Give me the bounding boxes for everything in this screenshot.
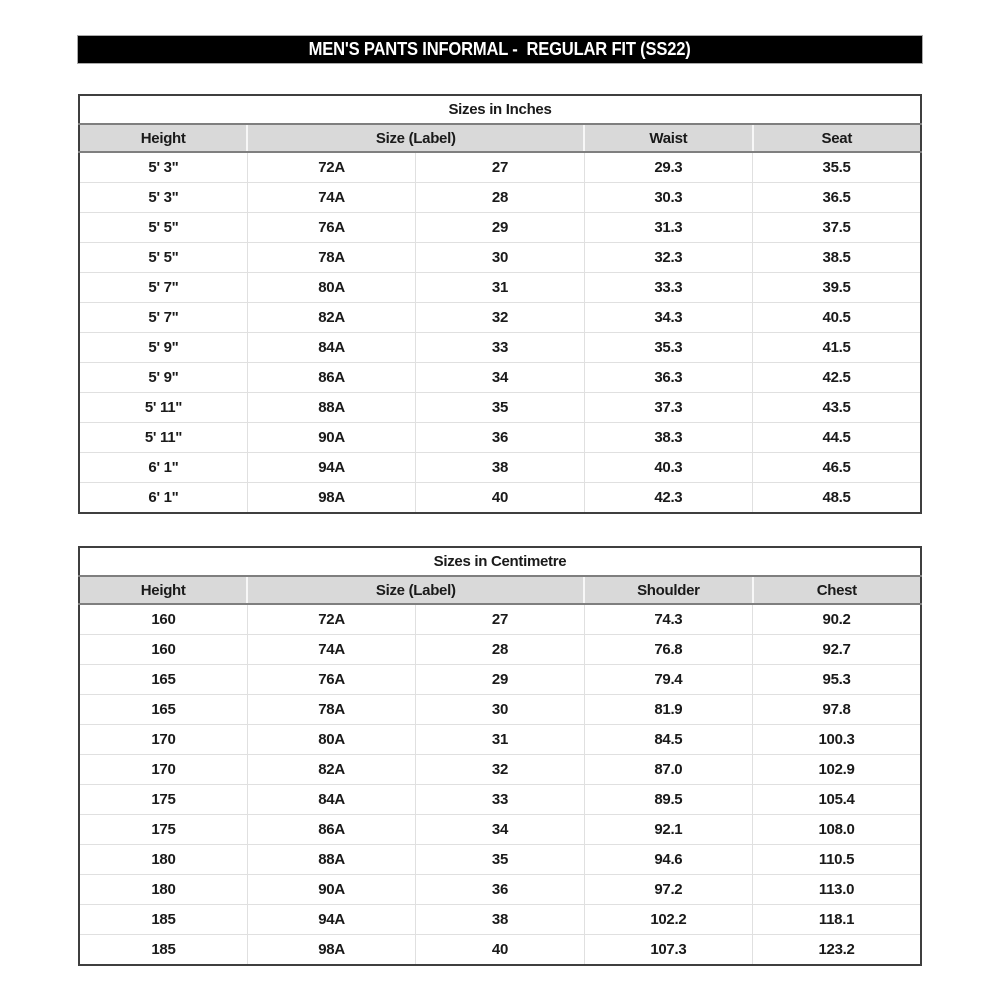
table-cell: 29 xyxy=(416,213,584,243)
table-cell: 84.5 xyxy=(584,725,752,755)
column-header-size-label: Size (Label) xyxy=(247,124,584,152)
table-cell: 32 xyxy=(416,303,584,333)
table-cell: 88A xyxy=(247,845,415,875)
table-cell: 37.5 xyxy=(753,213,921,243)
table-cell: 30 xyxy=(416,695,584,725)
page-title: MEN'S PANTS INFORMAL - REGULAR FIT (SS22) xyxy=(308,39,691,59)
table-cell: 35.5 xyxy=(753,152,921,183)
table-title-row xyxy=(79,547,921,576)
sizes-in-inches-section xyxy=(78,94,922,514)
table-cell: 98A xyxy=(247,935,415,966)
table-cell: 5' 3" xyxy=(79,183,247,213)
table-cell: 170 xyxy=(79,755,247,785)
table-cell: 44.5 xyxy=(753,423,921,453)
table-cell: 74.3 xyxy=(584,604,752,635)
table-cell: 175 xyxy=(79,785,247,815)
table-cell: 48.5 xyxy=(753,483,921,514)
table-cell: 28 xyxy=(416,635,584,665)
table-cell: 180 xyxy=(79,845,247,875)
table-cell: 72A xyxy=(247,604,415,635)
table-cell: 90A xyxy=(247,423,415,453)
table-cell: 80A xyxy=(247,273,415,303)
table-row xyxy=(79,875,921,905)
sizes-in-centimetre-table xyxy=(78,546,922,966)
table-cell: 118.1 xyxy=(753,905,921,935)
table-cell: 37.3 xyxy=(584,393,752,423)
table-cell: 108.0 xyxy=(753,815,921,845)
table-row xyxy=(79,935,921,966)
table-cell: 160 xyxy=(79,604,247,635)
table-cell: 165 xyxy=(79,695,247,725)
table-cell: 28 xyxy=(416,183,584,213)
table-cell: 27 xyxy=(416,604,584,635)
column-header-height: Height xyxy=(79,124,247,152)
table-cell: 38 xyxy=(416,905,584,935)
table-cell: 76A xyxy=(247,213,415,243)
table-cell: 82A xyxy=(247,755,415,785)
table-cell: 36.3 xyxy=(584,363,752,393)
table-cell: 86A xyxy=(247,363,415,393)
table-row xyxy=(79,755,921,785)
table-row xyxy=(79,845,921,875)
table-row xyxy=(79,785,921,815)
table-row xyxy=(79,423,921,453)
table-cell: 72A xyxy=(247,152,415,183)
table-cell: 98A xyxy=(247,483,415,514)
table-cell: 84A xyxy=(247,333,415,363)
table-cell: 34 xyxy=(416,363,584,393)
table-cell: 86A xyxy=(247,815,415,845)
table-cell: 165 xyxy=(79,665,247,695)
table-body xyxy=(79,152,921,513)
column-header-seat: Seat xyxy=(753,124,921,152)
table-row xyxy=(79,665,921,695)
table-header-row xyxy=(79,124,921,152)
table-cell: 74A xyxy=(247,635,415,665)
table-cell: 80A xyxy=(247,725,415,755)
table-cell: 5' 7" xyxy=(79,273,247,303)
table-cell: 5' 7" xyxy=(79,303,247,333)
table-cell: 42.5 xyxy=(753,363,921,393)
table-cell: 107.3 xyxy=(584,935,752,966)
table-cell: 113.0 xyxy=(753,875,921,905)
table-cell: 31 xyxy=(416,725,584,755)
table-cell: 29 xyxy=(416,665,584,695)
table-cell: 32 xyxy=(416,755,584,785)
table-cell: 31.3 xyxy=(584,213,752,243)
table-row xyxy=(79,815,921,845)
table-cell: 5' 9" xyxy=(79,333,247,363)
table-cell: 95.3 xyxy=(753,665,921,695)
table-cell: 90.2 xyxy=(753,604,921,635)
table-cell: 33.3 xyxy=(584,273,752,303)
table-cell: 90A xyxy=(247,875,415,905)
table-row xyxy=(79,273,921,303)
table-cell: 35 xyxy=(416,393,584,423)
table-cell: 36.5 xyxy=(753,183,921,213)
sizes-in-inches-table xyxy=(78,94,922,514)
table-cell: 35 xyxy=(416,845,584,875)
table-cell: 92.1 xyxy=(584,815,752,845)
table-cell: 123.2 xyxy=(753,935,921,966)
column-header-size-label: Size (Label) xyxy=(247,576,584,604)
table-cell: 35.3 xyxy=(584,333,752,363)
table-cell: 100.3 xyxy=(753,725,921,755)
table-row xyxy=(79,604,921,635)
table-cell: 170 xyxy=(79,725,247,755)
table-cell: 81.9 xyxy=(584,695,752,725)
table-cell: 6' 1" xyxy=(79,483,247,514)
column-header-height: Height xyxy=(79,576,247,604)
table-cell: 39.5 xyxy=(753,273,921,303)
table-cell: 27 xyxy=(416,152,584,183)
table-row xyxy=(79,905,921,935)
table-row xyxy=(79,213,921,243)
table-cell: 38.3 xyxy=(584,423,752,453)
table-cell: 78A xyxy=(247,243,415,273)
table-title: Sizes in Inches xyxy=(79,95,921,124)
table-cell: 33 xyxy=(416,333,584,363)
table-cell: 97.8 xyxy=(753,695,921,725)
table-cell: 6' 1" xyxy=(79,453,247,483)
table-cell: 105.4 xyxy=(753,785,921,815)
table-cell: 89.5 xyxy=(584,785,752,815)
table-cell: 40.5 xyxy=(753,303,921,333)
table-row xyxy=(79,635,921,665)
table-cell: 5' 3" xyxy=(79,152,247,183)
table-row xyxy=(79,695,921,725)
table-cell: 40 xyxy=(416,483,584,514)
table-cell: 160 xyxy=(79,635,247,665)
table-row xyxy=(79,183,921,213)
table-cell: 82A xyxy=(247,303,415,333)
table-cell: 92.7 xyxy=(753,635,921,665)
table-cell: 5' 11" xyxy=(79,423,247,453)
table-cell: 78A xyxy=(247,695,415,725)
table-title: Sizes in Centimetre xyxy=(79,547,921,576)
table-cell: 185 xyxy=(79,935,247,966)
table-header-row xyxy=(79,576,921,604)
table-cell: 34 xyxy=(416,815,584,845)
table-row xyxy=(79,725,921,755)
table-cell: 94.6 xyxy=(584,845,752,875)
table-cell: 5' 11" xyxy=(79,393,247,423)
table-row xyxy=(79,243,921,273)
table-cell: 74A xyxy=(247,183,415,213)
table-cell: 40 xyxy=(416,935,584,966)
table-cell: 110.5 xyxy=(753,845,921,875)
column-header-chest: Chest xyxy=(753,576,921,604)
table-cell: 76.8 xyxy=(584,635,752,665)
table-cell: 38 xyxy=(416,453,584,483)
table-row xyxy=(79,483,921,514)
table-cell: 94A xyxy=(247,905,415,935)
table-cell: 175 xyxy=(79,815,247,845)
table-body xyxy=(79,604,921,965)
table-cell: 88A xyxy=(247,393,415,423)
table-cell: 94A xyxy=(247,453,415,483)
table-row xyxy=(79,453,921,483)
table-row xyxy=(79,363,921,393)
table-cell: 79.4 xyxy=(584,665,752,695)
table-title-row xyxy=(79,95,921,124)
table-cell: 180 xyxy=(79,875,247,905)
table-cell: 42.3 xyxy=(584,483,752,514)
table-cell: 84A xyxy=(247,785,415,815)
table-cell: 41.5 xyxy=(753,333,921,363)
table-cell: 43.5 xyxy=(753,393,921,423)
table-cell: 36 xyxy=(416,423,584,453)
table-cell: 5' 5" xyxy=(79,243,247,273)
table-cell: 185 xyxy=(79,905,247,935)
table-cell: 31 xyxy=(416,273,584,303)
table-cell: 33 xyxy=(416,785,584,815)
table-row xyxy=(79,152,921,183)
table-cell: 36 xyxy=(416,875,584,905)
table-cell: 29.3 xyxy=(584,152,752,183)
table-cell: 87.0 xyxy=(584,755,752,785)
table-cell: 38.5 xyxy=(753,243,921,273)
table-cell: 5' 9" xyxy=(79,363,247,393)
table-cell: 30 xyxy=(416,243,584,273)
column-header-shoulder: Shoulder xyxy=(584,576,752,604)
table-cell: 102.9 xyxy=(753,755,921,785)
page-title-bar xyxy=(78,36,922,63)
table-row xyxy=(79,393,921,423)
column-header-waist: Waist xyxy=(584,124,752,152)
table-cell: 5' 5" xyxy=(79,213,247,243)
table-cell: 34.3 xyxy=(584,303,752,333)
table-cell: 32.3 xyxy=(584,243,752,273)
table-cell: 40.3 xyxy=(584,453,752,483)
sizes-in-centimetre-section xyxy=(78,546,922,966)
table-cell: 97.2 xyxy=(584,875,752,905)
table-cell: 102.2 xyxy=(584,905,752,935)
table-cell: 46.5 xyxy=(753,453,921,483)
table-row xyxy=(79,333,921,363)
table-cell: 76A xyxy=(247,665,415,695)
table-row xyxy=(79,303,921,333)
table-cell: 30.3 xyxy=(584,183,752,213)
